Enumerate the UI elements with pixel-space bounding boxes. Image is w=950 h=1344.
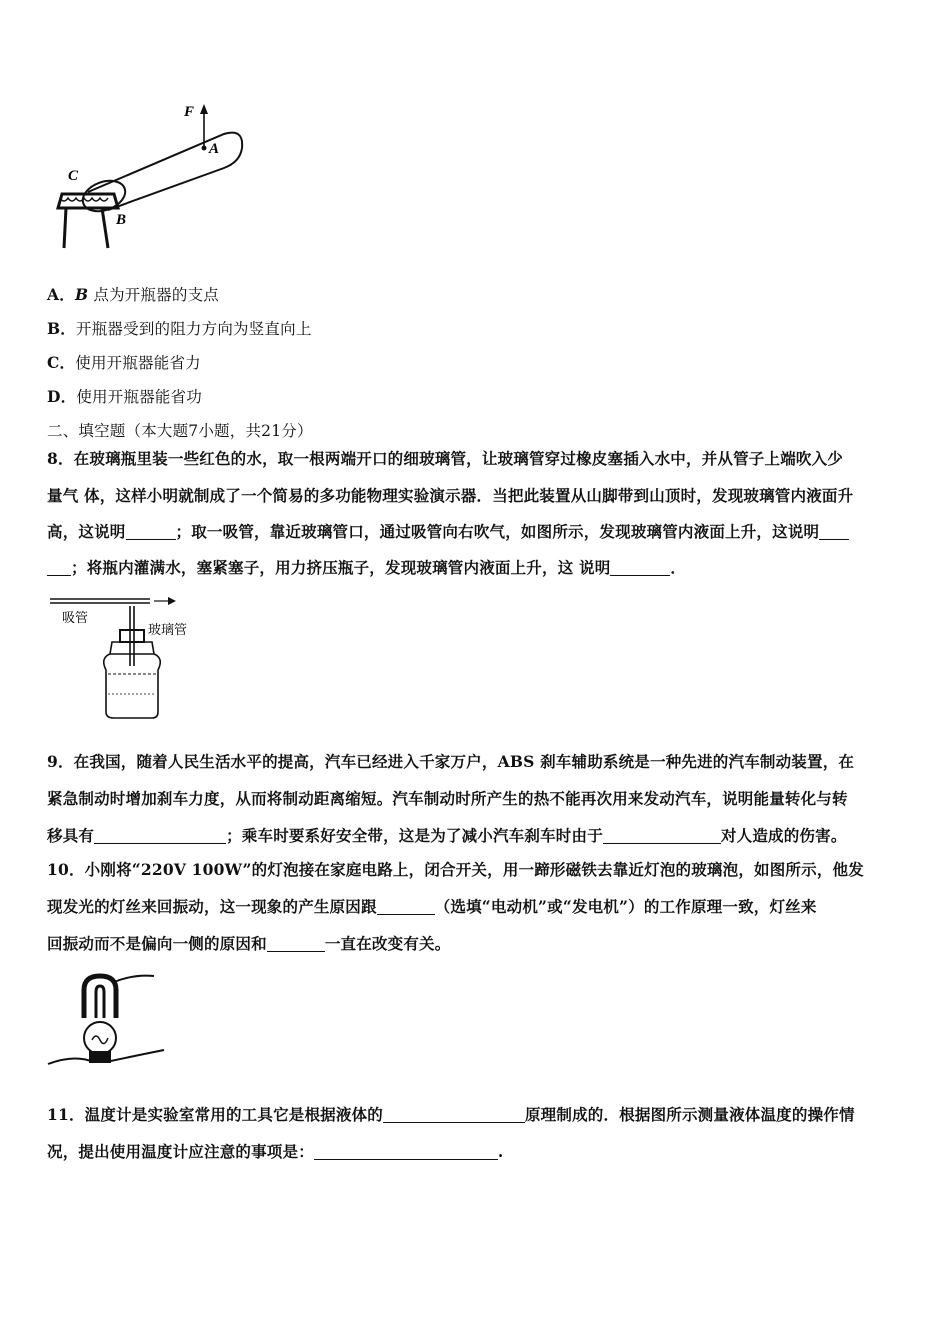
option-b: B．开瓶器受到的阻力方向为竖直向上 bbox=[47, 319, 312, 338]
blank-q8-3[interactable] bbox=[610, 559, 670, 576]
q11-line2: 况，提出使用温度计应注意的事项是： . bbox=[47, 1142, 504, 1161]
label-c: C bbox=[68, 168, 79, 184]
bottle-tube-figure bbox=[44, 594, 214, 724]
q10-line2: 现发光的灯丝来回振动，这一现象的产生原因跟 （选填“电动机”或“发电机”）的工作原理一致，灯丝来 bbox=[47, 897, 817, 916]
label-a: A bbox=[209, 141, 220, 157]
bottle-opener-figure bbox=[44, 98, 254, 258]
blank-q8-1[interactable] bbox=[126, 523, 176, 540]
straw-label: 吸管 bbox=[62, 611, 89, 626]
blank-q10-1[interactable] bbox=[377, 898, 435, 915]
blank-q8-2a[interactable] bbox=[819, 523, 849, 540]
blank-q11-1[interactable] bbox=[383, 1106, 525, 1123]
option-c: C．使用开瓶器能省力 bbox=[47, 353, 201, 372]
q10-line3: 回振动而不是偏向一侧的原因和 一直在改变有关。 bbox=[47, 934, 451, 953]
blank-q11-2[interactable] bbox=[314, 1143, 498, 1160]
option-d: D．使用开瓶器能省功 bbox=[47, 387, 202, 406]
q11-line1: 11．温度计是实验室常用的工具它是根据液体的 原理制成的．根据图所示测量液体温度的操作情 bbox=[47, 1105, 855, 1124]
blank-q8-2b[interactable] bbox=[47, 559, 71, 576]
blank-q10-2[interactable] bbox=[267, 935, 325, 952]
blank-q9-1[interactable] bbox=[94, 827, 226, 844]
q10-line1: 10．小刚将“220V 100W”的灯泡接在家庭电路上，闭合开关，用一蹄形磁铁去靠近灯泡的玻璃泡，如图所示，他发 bbox=[47, 860, 864, 879]
q9-line1: 9．在我国，随着人民生活水平的提高，汽车已经进入千家万户，ABS 刹车辅助系统是一种先进的汽车制动装置，在 bbox=[47, 752, 855, 771]
option-a: A．B 点为开瓶器的支点 bbox=[47, 285, 219, 304]
label-b: B bbox=[116, 212, 127, 228]
q9-line2: 紧急制动时增加刹车力度，从而将制动距离缩短。汽车制动时所产生的热不能再次用来发动汽车，说明能量转化与转 bbox=[47, 789, 848, 808]
magnet-bulb-figure bbox=[44, 968, 174, 1078]
q8-line3: 高，这说明 ；取一吸管，靠近玻璃管口，通过吸管向右吹气，如图所示，发现玻璃管内液面上升，这说明 bbox=[47, 521, 849, 543]
tube-label: 玻璃管 bbox=[148, 623, 188, 638]
blank-q9-2[interactable] bbox=[603, 827, 721, 844]
q8-line4: ；将瓶内灌满水，塞紧塞子，用力挤压瓶子，发现玻璃管内液面上升，这 说明 ． bbox=[47, 557, 686, 579]
q8-line2: 量气 体，这样小明就制成了一个简易的多功能物理实验演示器．当把此装置从山脚带到山顶时，发现玻璃管内液面升 bbox=[47, 486, 854, 505]
section-title: 二、填空题（本大题7小题，共21分） bbox=[47, 422, 313, 440]
q9-line3: 移具有 ；乘车时要系好安全带，这是为了减小汽车刹车时由于 对人造成的伤害。 bbox=[47, 826, 847, 845]
q8-line1: 8．在玻璃瓶里装一些红色的水，取一根两端开口的细玻璃管，让玻璃管穿过橡皮塞插入水中，并从管子上端吹入少 bbox=[47, 449, 843, 468]
label-f: F bbox=[184, 104, 195, 120]
